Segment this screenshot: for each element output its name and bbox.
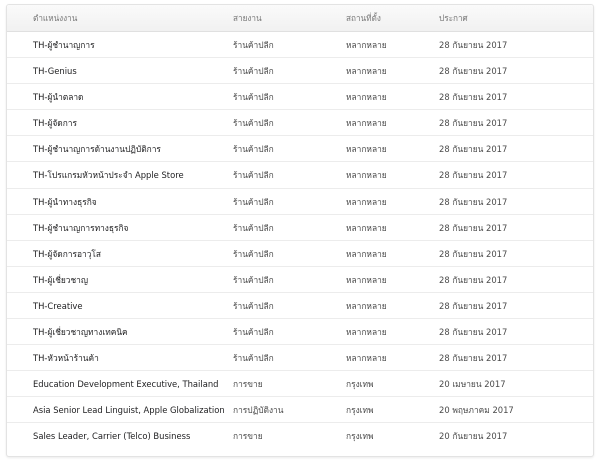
job-posted-date: 28 กันยายน 2017	[439, 40, 508, 50]
job-location: หลากหลาย	[346, 66, 387, 77]
job-title-link[interactable]: TH-หัวหน้าร้านค้า	[33, 353, 99, 364]
table-row[interactable]	[7, 397, 593, 423]
job-posted-date: 28 กันยายน 2017	[439, 353, 508, 364]
table-row[interactable]	[7, 215, 593, 241]
job-posted-date: 28 กันยายน 2017	[439, 248, 508, 259]
job-team: ร้านค้าปลีก	[233, 118, 274, 129]
job-title-link[interactable]: TH-ผู้นำตลาด	[33, 92, 84, 103]
job-team: การขาย	[233, 379, 263, 390]
job-title-link[interactable]: TH-ผู้จัดการอาวุโส	[33, 248, 102, 259]
column-header-position[interactable]: ตำแหน่งงาน	[33, 13, 78, 23]
table-row[interactable]	[7, 319, 593, 345]
job-posted-date: 28 กันยายน 2017	[439, 144, 508, 155]
job-team: ร้านค้าปลีก	[233, 92, 274, 103]
table-row[interactable]	[7, 267, 593, 293]
table-row[interactable]	[7, 32, 593, 58]
job-title-link[interactable]: TH-โปรแกรมหัวหน้าประจำ Apple Store	[33, 170, 184, 181]
job-posted-date: 28 กันยายน 2017	[439, 300, 508, 311]
table-body	[7, 32, 593, 450]
job-title-link[interactable]: TH-ผู้ชำนาญการทางธุรกิจ	[33, 222, 129, 233]
job-title-link[interactable]: TH-ผู้ชำนาญการ	[33, 40, 95, 50]
job-location: หลากหลาย	[346, 274, 387, 285]
job-location: หลากหลาย	[346, 170, 387, 181]
job-title-link[interactable]: TH-Creative	[33, 300, 83, 311]
job-title-link[interactable]: Asia Senior Lead Linguist, Apple Globalization	[33, 405, 225, 416]
table-row[interactable]	[7, 423, 593, 449]
table-row[interactable]	[7, 241, 593, 267]
job-location: หลากหลาย	[346, 248, 387, 259]
job-team: ร้านค้าปลีก	[233, 327, 274, 338]
job-location: หลากหลาย	[346, 196, 387, 207]
table-row[interactable]	[7, 58, 593, 84]
table-row[interactable]	[7, 110, 593, 136]
job-team: ร้านค้าปลีก	[233, 144, 274, 155]
job-title-link[interactable]: Sales Leader, Carrier (Telco) Business	[33, 431, 191, 442]
job-team: การขาย	[233, 431, 263, 442]
job-team: ร้านค้าปลีก	[233, 170, 274, 181]
table-row[interactable]	[7, 293, 593, 319]
job-posted-date: 28 กันยายน 2017	[439, 274, 508, 285]
job-title-link[interactable]: TH-ผู้จัดการ	[33, 118, 77, 129]
job-title-link[interactable]: TH-ผู้เชี่ยวชาญ	[33, 274, 89, 285]
column-header-location[interactable]: สถานที่ตั้ง	[346, 13, 381, 23]
job-posted-date: 20 เมษายน 2017	[439, 379, 506, 390]
job-posted-date: 28 กันยายน 2017	[439, 222, 508, 233]
job-location: หลากหลาย	[346, 118, 387, 129]
job-team: ร้านค้าปลีก	[233, 274, 274, 285]
job-team: ร้านค้าปลีก	[233, 66, 274, 77]
table-row[interactable]	[7, 136, 593, 162]
job-location: หลากหลาย	[346, 144, 387, 155]
job-posted-date: 28 กันยายน 2017	[439, 66, 508, 77]
job-posted-date: 28 กันยายน 2017	[439, 170, 508, 181]
job-title-link[interactable]: Education Development Executive, Thailand	[33, 379, 219, 390]
job-location: หลากหลาย	[346, 92, 387, 103]
job-team: ร้านค้าปลีก	[233, 40, 274, 50]
table-row[interactable]	[7, 84, 593, 110]
column-header-team[interactable]: สายงาน	[233, 13, 262, 23]
table-row[interactable]	[7, 189, 593, 215]
job-title-link[interactable]: TH-ผู้ชำนาญการด้านงานปฏิบัติการ	[33, 144, 161, 155]
job-team: ร้านค้าปลีก	[233, 353, 274, 364]
job-location: หลากหลาย	[346, 222, 387, 233]
job-location: หลากหลาย	[346, 327, 387, 338]
job-location: หลากหลาย	[346, 40, 387, 50]
job-team: การปฏิบัติงาน	[233, 405, 284, 416]
job-posted-date: 20 กันยายน 2017	[439, 431, 508, 442]
job-title-link[interactable]: TH-ผู้นำทางธุรกิจ	[33, 196, 97, 207]
table-row[interactable]	[7, 371, 593, 397]
job-team: ร้านค้าปลีก	[233, 196, 274, 207]
job-listings-table	[6, 4, 594, 457]
job-location: กรุงเทพ	[346, 379, 374, 390]
table-row[interactable]	[7, 345, 593, 371]
column-header-posted[interactable]: ประกาศ	[439, 13, 468, 23]
job-title-link[interactable]: TH-ผู้เชี่ยวชาญทางเทคนิค	[33, 327, 128, 338]
job-location: หลากหลาย	[346, 300, 387, 311]
job-team: ร้านค้าปลีก	[233, 248, 274, 259]
job-location: หลากหลาย	[346, 353, 387, 364]
job-title-link[interactable]: TH-Genius	[33, 66, 77, 77]
job-location: กรุงเทพ	[346, 431, 374, 442]
job-posted-date: 20 พฤษภาคม 2017	[439, 405, 514, 416]
table-row[interactable]	[7, 162, 593, 188]
job-team: ร้านค้าปลีก	[233, 222, 274, 233]
job-posted-date: 28 กันยายน 2017	[439, 327, 508, 338]
job-posted-date: 28 กันยายน 2017	[439, 118, 508, 129]
job-posted-date: 28 กันยายน 2017	[439, 92, 508, 103]
job-team: ร้านค้าปลีก	[233, 300, 274, 311]
table-header	[7, 5, 593, 32]
job-location: กรุงเทพ	[346, 405, 374, 416]
job-posted-date: 28 กันยายน 2017	[439, 196, 508, 207]
